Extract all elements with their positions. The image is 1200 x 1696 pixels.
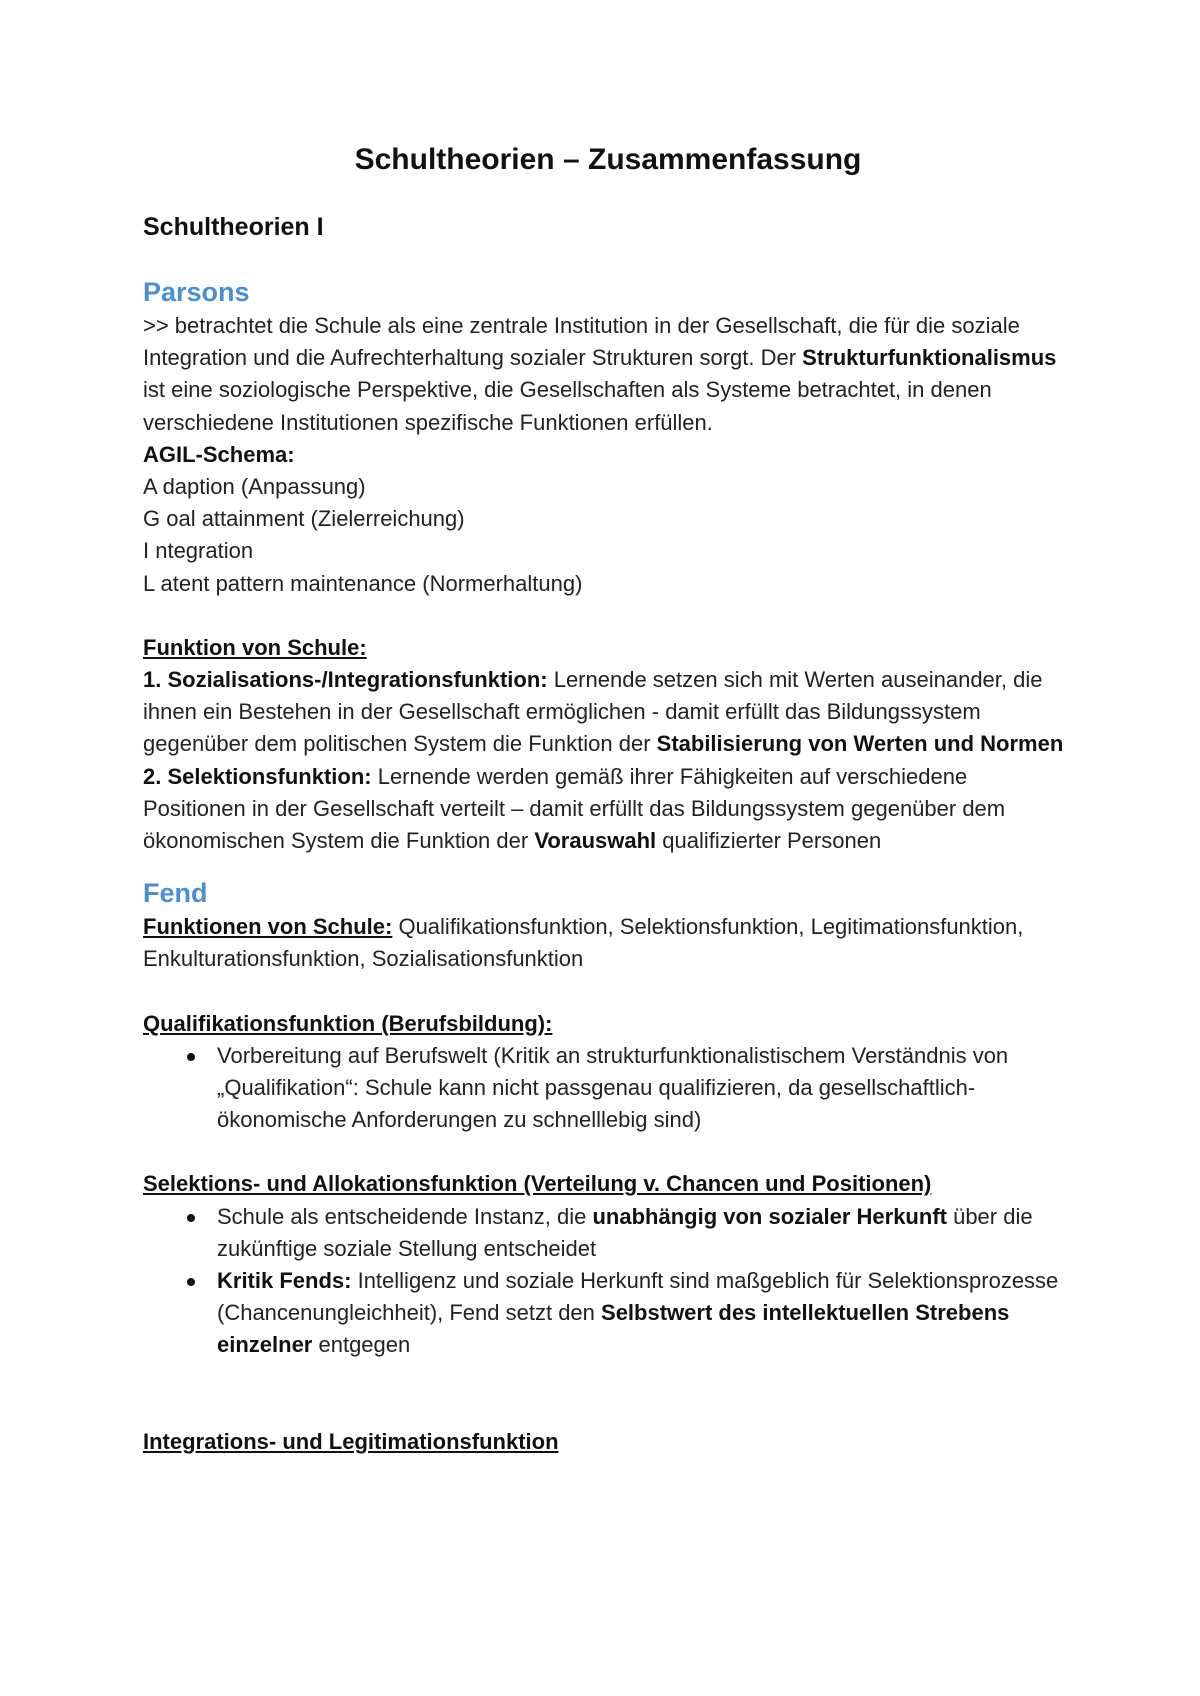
agil-item-g: G oal attainment (Zielerreichung) bbox=[143, 506, 465, 532]
list-item: Schule als entscheidende Instanz, die unabhängig von sozialer Herkunft über die zukünftige soziale Stellung entscheidet bbox=[217, 1201, 1073, 1265]
document-page bbox=[143, 140, 1073, 1458]
spacer bbox=[143, 857, 1073, 875]
funktion-1: 1. Sozialisations-/Integrationsfunktion: Lernende setzen sich mit Werten auseinander, die ihnen ein Bestehen in der Gesellschaft ermöglichen - damit erfüllt das Bildungssystem gegenüber dem politischen System die Funktion der Stabilisierung von Werten und Normen bbox=[143, 667, 1064, 757]
spacer bbox=[143, 1394, 1073, 1426]
agil-item-i: I ntegration bbox=[143, 538, 254, 564]
term-strukturfunktionalismus: Strukturfunktionalismus bbox=[802, 345, 1057, 371]
author-heading-parsons: Parsons bbox=[143, 277, 250, 307]
quali-heading: Qualifikationsfunktion (Berufsbildung): bbox=[143, 1010, 553, 1036]
selektion-list bbox=[143, 1201, 1073, 1362]
agil-item-a: A daption (Anpassung) bbox=[143, 474, 366, 500]
funktion-heading: Funktion von Schule: bbox=[143, 634, 367, 660]
author-heading-fend: Fend bbox=[143, 878, 208, 909]
funktion-2: 2. Selektionsfunktion: Lernende werden gemäß ihrer Fähigkeiten auf verschiedene Positionen in der Gesellschaft verteilt – damit erfüllt das Bildungssystem gegenüber dem ökonomischen System die Funktion der Vorauswahl qualifizierter Personen bbox=[143, 763, 1006, 854]
agil-item-l: L atent pattern maintenance (Normerhaltung) bbox=[143, 570, 583, 596]
list-item: Vorbereitung auf Berufswelt (Kritik an strukturfunktionalistischem Verständnis von „Qualifikation“: Schule kann nicht passgenau qualifizieren, da gesellschaftlich-ökonomische Anforderungen zu schnelllebig sind) bbox=[217, 1040, 1073, 1137]
fend-funktionen: Funktionen von Schule: Qualifikationsfunktion, Selektionsfunktion, Legitimationsfunktion, Enkulturationsfunktion, Sozialisationsfunktion bbox=[143, 914, 1024, 972]
quali-list bbox=[143, 1040, 1073, 1137]
section-heading: Schultheorien I bbox=[143, 213, 324, 241]
parsons-intro: >> betrachtet die Schule als eine zentrale Institution in der Gesellschaft, die für die soziale Integration und die Aufrechterhaltung sozialer Strukturen sorgt. Der Strukturfunktionalismus ist eine soziologische Perspektive, die Gesellschaften als Systeme betrachtet, in denen verschiedene Institutionen spezifische Funktionen erfüllen. bbox=[143, 313, 1057, 435]
spacer bbox=[143, 976, 1073, 1008]
agil-label: AGIL-Schema: bbox=[143, 441, 295, 467]
selektion-heading: Selektions- und Allokationsfunktion (Verteilung v. Chancen und Positionen) bbox=[143, 1171, 932, 1197]
list-item: Kritik Fends: Intelligenz und soziale Herkunft sind maßgeblich für Selektionsprozesse (Chancenungleichheit), Fend setzt den Selbstwert des intellektuellen Strebens einzelner entgegen bbox=[217, 1265, 1073, 1362]
integration-heading: Integrations- und Legitimationsfunktion bbox=[143, 1428, 559, 1454]
spacer bbox=[143, 1362, 1073, 1394]
document-title: Schultheorien – Zusammenfassung bbox=[354, 143, 862, 176]
spacer bbox=[143, 1136, 1073, 1168]
spacer bbox=[143, 600, 1073, 632]
